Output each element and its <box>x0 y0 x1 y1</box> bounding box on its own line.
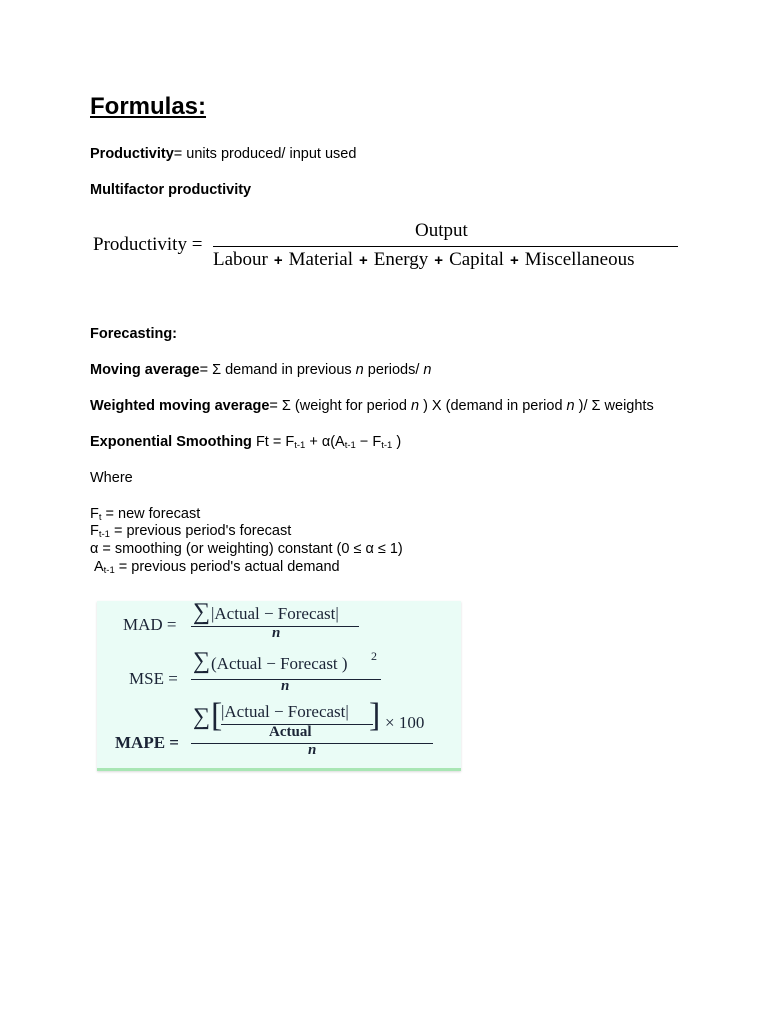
term-material: Material <box>288 249 353 270</box>
mad-denominator: n <box>272 625 281 641</box>
definition-at-1 <box>94 558 340 580</box>
symbol: F <box>90 506 99 522</box>
multifactor-lhs: Productivity = <box>93 234 203 255</box>
definition-text: = previous period's actual demand <box>114 559 340 575</box>
sigma-icon: ∑ <box>193 704 211 730</box>
productivity-label: Productivity <box>90 146 174 162</box>
formula-text: + α(A <box>305 434 345 450</box>
symbol: A <box>94 559 104 575</box>
sigma-icon: ∑ <box>193 648 211 674</box>
mse-numerator: (Actual − Forecast ) <box>211 654 348 673</box>
formula-text: periods/ <box>363 362 424 378</box>
var-n: n <box>355 362 364 378</box>
multifactor-numerator: Output <box>415 220 468 241</box>
fraction-bar <box>213 246 678 247</box>
moving-average-label: Moving average <box>90 362 200 378</box>
multifactor-heading <box>90 181 251 199</box>
formula-text: ) <box>392 434 402 450</box>
moving-average-formula <box>90 361 431 379</box>
definition-alpha <box>90 540 403 558</box>
subscript: t-1 <box>98 529 110 540</box>
var-n: n <box>566 398 575 414</box>
bracket-left: [ <box>211 697 223 734</box>
mse-exponent: 2 <box>371 649 377 663</box>
term-labour: Labour <box>213 249 268 270</box>
formula-text: Ft = F <box>251 434 295 450</box>
mse-label: MSE = <box>129 669 178 688</box>
formula-text: = Σ (weight for period <box>269 398 411 414</box>
term-miscellaneous: Miscellaneous <box>524 249 635 270</box>
productivity-formula <box>90 145 356 163</box>
forecasting-heading <box>90 325 177 343</box>
definition-text: = smoothing (or weighting) constant (0 ≤ α ≤ 1) <box>98 541 403 557</box>
plus-sign: + <box>509 252 519 269</box>
definition-text: = previous period's forecast <box>109 523 292 539</box>
formula-text: − F <box>355 434 382 450</box>
exponential-smoothing-label: Exponential Smoothing <box>90 434 252 450</box>
where-label: Where <box>90 470 133 486</box>
formula-text: )/ Σ weights <box>574 398 654 414</box>
subscript: t-1 <box>381 440 393 451</box>
multifactor-denominator <box>213 249 634 271</box>
term-energy: Energy <box>373 249 429 270</box>
mape-inner-numerator: |Actual − Forecast| <box>221 702 349 721</box>
subscript: t-1 <box>103 565 115 576</box>
mape-times: × 100 <box>385 713 425 732</box>
subscript: t <box>98 512 102 523</box>
multifactor-heading-text: Multifactor productivity <box>90 182 252 198</box>
var-n: n <box>410 398 420 414</box>
symbol: F <box>90 523 99 539</box>
sigma-icon: ∑ <box>193 599 211 625</box>
mse-denominator: n <box>281 678 290 694</box>
exponential-smoothing-formula <box>90 433 401 455</box>
plus-sign: + <box>434 252 444 269</box>
bracket-right: ] <box>369 697 381 734</box>
var-n: n <box>423 362 432 378</box>
mape-label: MAPE = <box>115 733 179 752</box>
plus-sign: + <box>359 252 368 269</box>
multifactor-formula <box>93 220 678 278</box>
mad-numerator: |Actual − Forecast| <box>211 604 339 623</box>
term-capital: Capital <box>449 249 504 270</box>
plus-sign: + <box>273 252 283 269</box>
mape-denominator: n <box>308 742 317 758</box>
weighted-moving-average-formula <box>90 397 654 415</box>
productivity-definition: = units produced/ input used <box>173 146 357 162</box>
subscript: t-1 <box>344 440 356 451</box>
mad-label: MAD = <box>123 615 177 634</box>
symbol: α <box>90 541 99 557</box>
page-title: Formulas: <box>90 93 207 120</box>
forecasting-heading-text: Forecasting: <box>90 326 178 342</box>
formula-text: ) X (demand in period <box>419 398 567 414</box>
mape-inner-denominator: Actual <box>269 724 312 740</box>
definition-text: = new forecast <box>101 506 201 522</box>
subscript: t-1 <box>294 440 306 451</box>
formula-text: = Σ demand in previous <box>199 362 356 378</box>
weighted-moving-average-label: Weighted moving average <box>90 398 270 414</box>
error-measures-box <box>97 601 461 771</box>
